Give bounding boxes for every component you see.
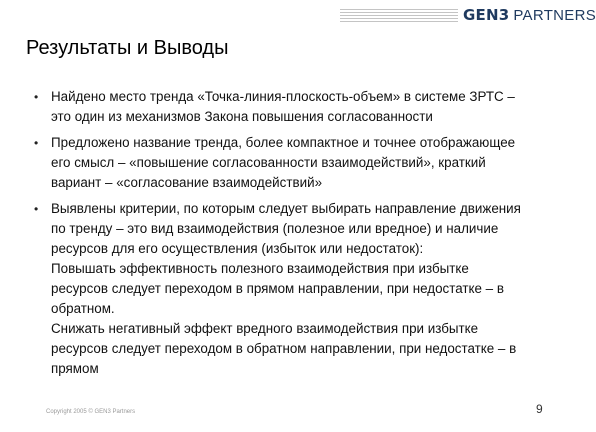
bullet-item-1 [34,87,564,127]
bullet-marker: • [34,202,39,216]
bullet-line: Предложено название тренда, более компактное и точнее отображающее [51,135,516,150]
bullet-line: это один из механизмов Закона повышения согласованности [51,109,433,124]
logo-wordmark: PARTNERS [513,7,596,24]
header-decorative-lines [340,9,458,23]
bullet-item-3 [34,199,564,379]
bullet-line: вариант – «согласование взаимодействий» [51,175,323,190]
bullet-line: Снижать негативный эффект вредного взаимодействия при избытке [51,321,479,336]
bullet-line: его смысл – «повышение согласованности взаимодействий», краткий [51,155,486,170]
bullet-list [34,87,564,385]
logo-mark: GEN3 [463,6,510,24]
company-logo [463,6,596,26]
page-number: 9 [536,402,543,416]
bullet-line: ресурсов следует переходом в прямом направлении, при недостатке – в [51,281,504,296]
bullet-line: прямом [51,361,99,376]
bullet-text [51,199,564,379]
bullet-item-2 [34,133,564,193]
bullet-line: Повышать эффективность полезного взаимодействия при избытке [51,261,469,276]
bullet-marker: • [34,90,39,104]
bullet-line: по тренду – это вид взаимодействия (полезное или вредное) и наличие [51,221,499,236]
bullet-text [51,87,564,127]
bullet-line: ресурсов для его осуществления (избыток или недостаток): [51,241,424,256]
footer-copyright: Copyright 2005 © GEN3 Partners [46,409,136,415]
bullet-line: Выявлены критерии, по которым следует выбирать направление движения [51,201,521,216]
bullet-marker: • [34,136,39,150]
bullet-text [51,133,564,193]
bullet-line: ресурсов следует переходом в обратном направлении, при недостатке – в [51,341,517,356]
slide-title: Результаты и Выводы [26,37,229,59]
bullet-line: обратном. [51,301,115,316]
bullet-line: Найдено место тренда «Точка-линия-плоскость-объем» в системе ЗРТС – [51,89,515,104]
